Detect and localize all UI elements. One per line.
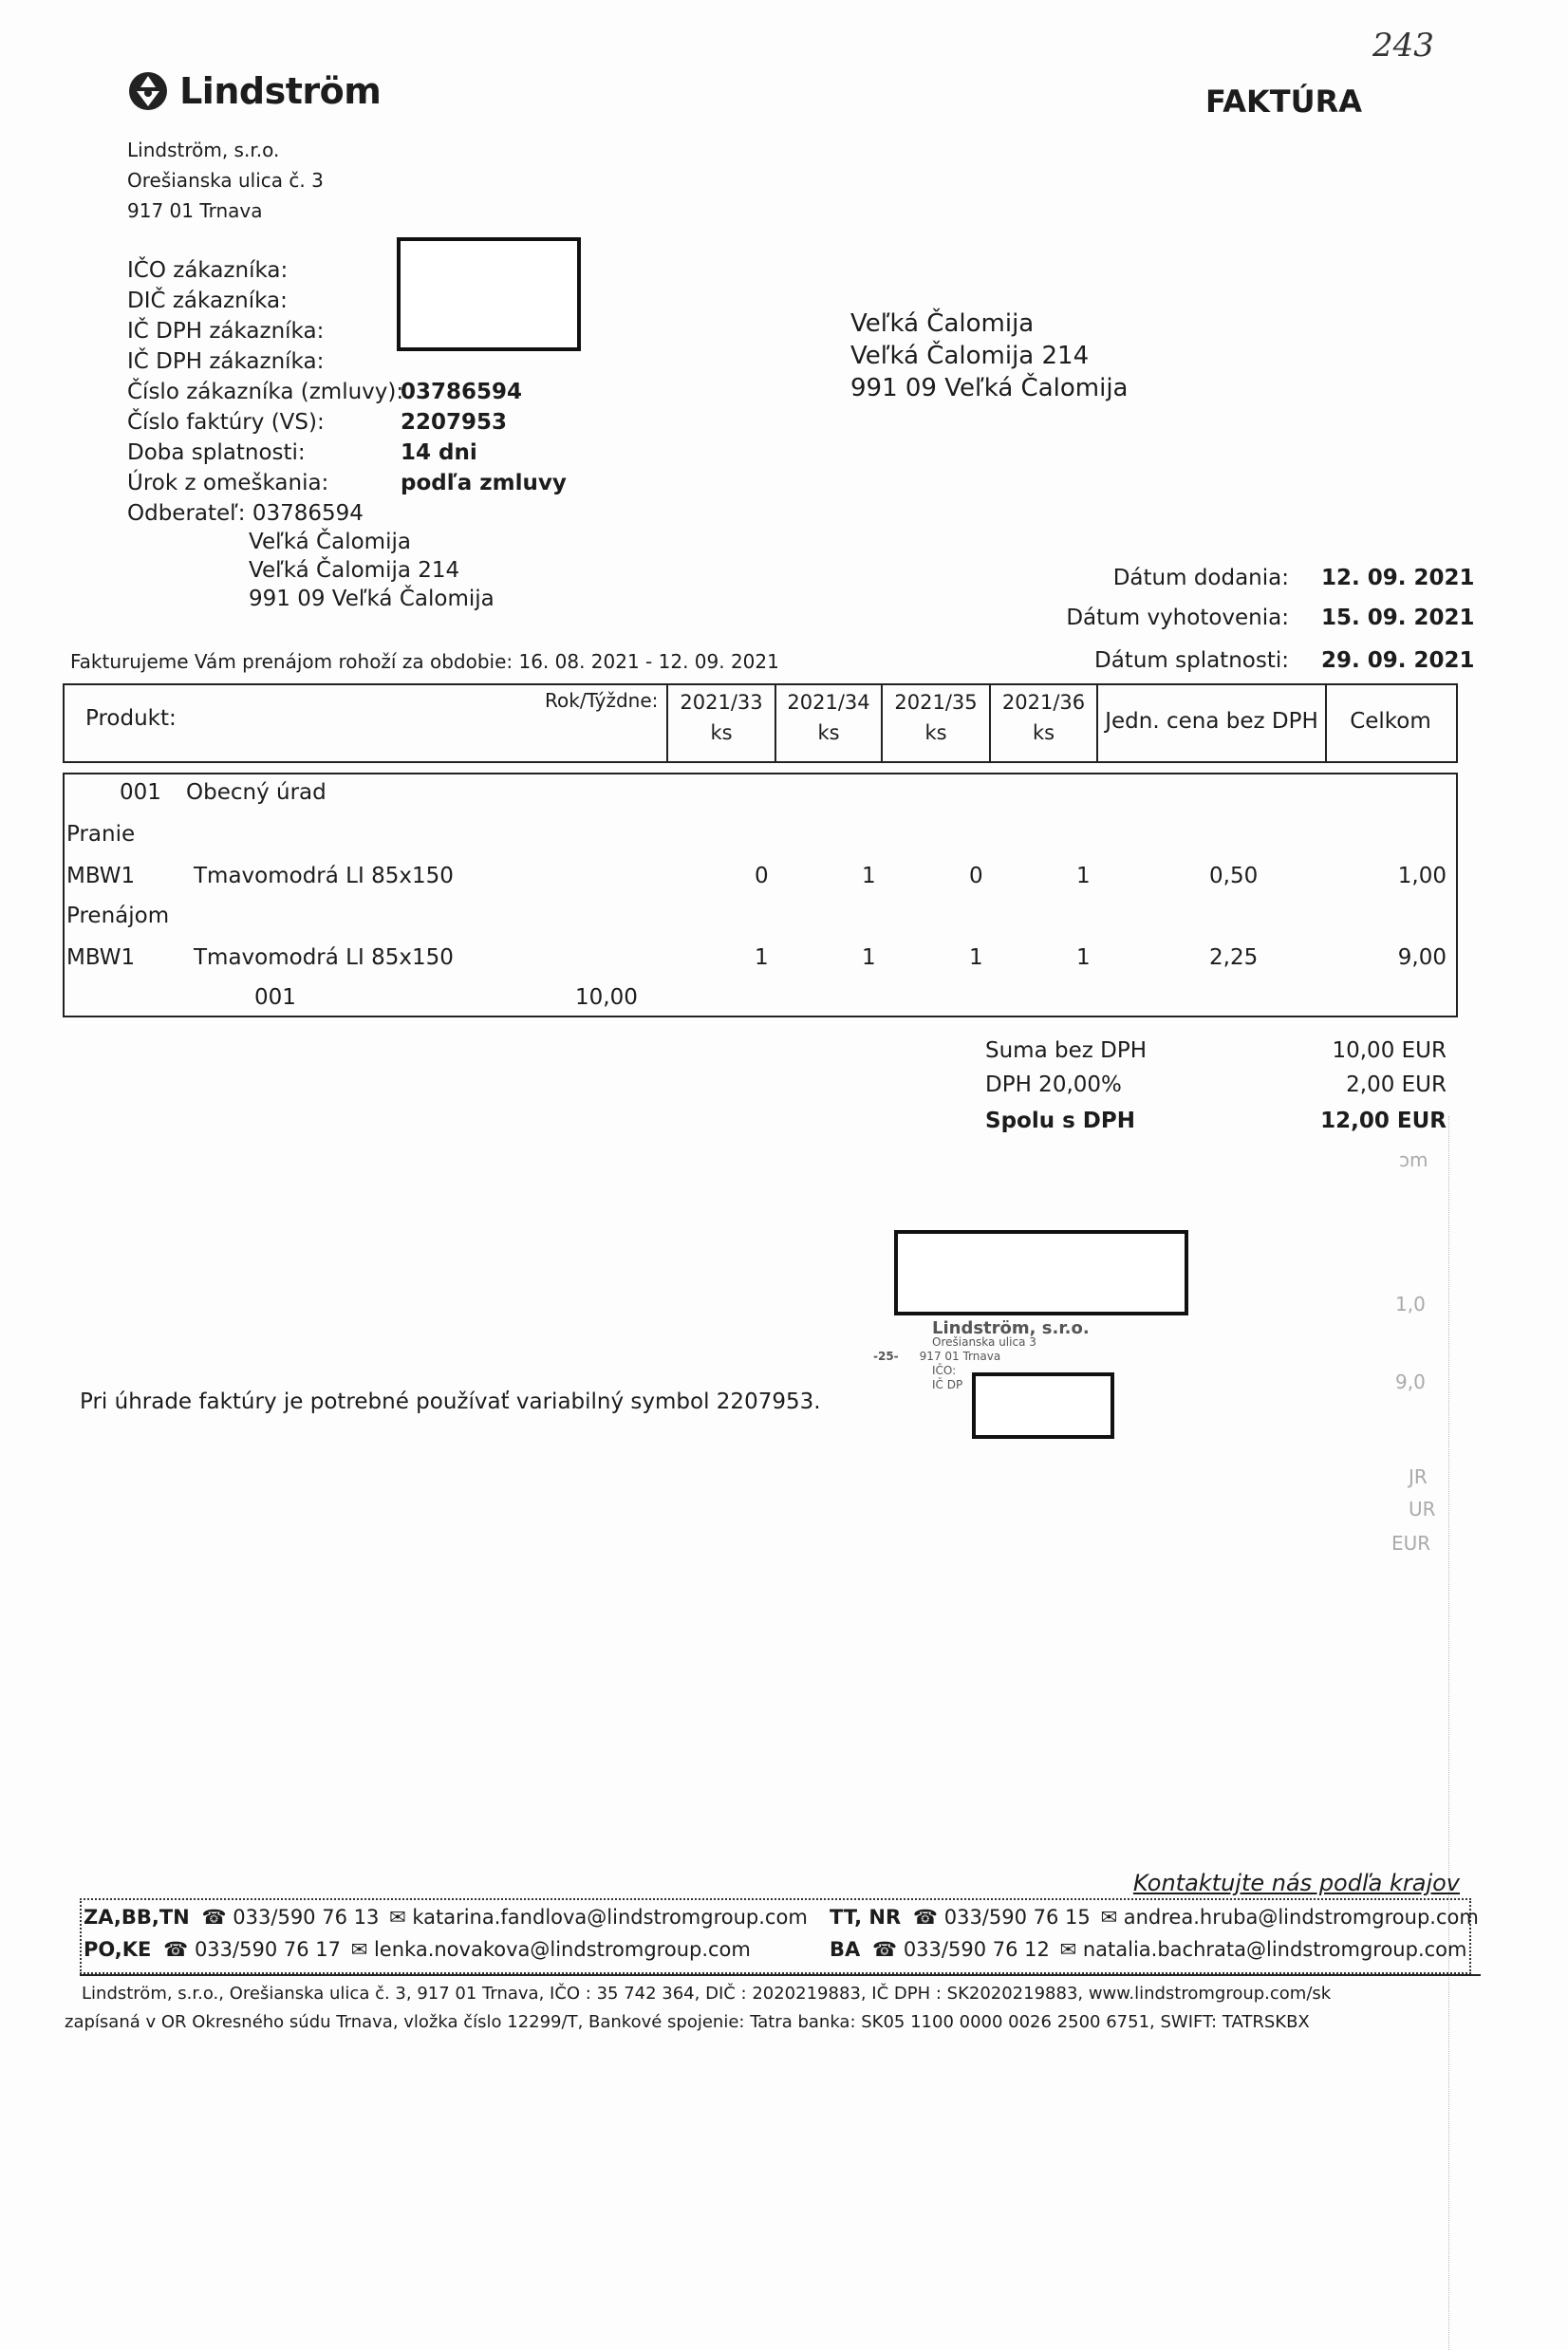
phone-icon: ☎: [201, 1906, 227, 1929]
group-code: 001: [120, 780, 161, 805]
header-unit-price: Jedn. cena bez DPH: [1105, 709, 1318, 734]
contact-region-za-bb-tn: ZA,BB,TN ☎ 033/590 76 13 ✉ katarina.fandlova@lindstromgroup.com: [84, 1906, 808, 1929]
phone-icon: ☎: [163, 1938, 189, 1961]
contact-phone: 033/590 76 17: [194, 1938, 341, 1961]
section-washing: Pranie: [66, 822, 136, 847]
redacted-stamp-id: [972, 1372, 1114, 1439]
row-qty-week-4: 1: [1076, 864, 1091, 888]
company-logo: [127, 70, 381, 112]
delivery-date: 12. 09. 2021: [1321, 566, 1475, 590]
subtotal-value: 10,00: [575, 985, 638, 1010]
row-qty-week-1: 1: [755, 945, 769, 970]
due-date: 29. 09. 2021: [1321, 648, 1475, 673]
sum-value: 10,00 EUR: [1332, 1038, 1447, 1063]
row-total: 9,00: [1397, 945, 1447, 970]
vat-value: 2,00 EUR: [1346, 1072, 1447, 1097]
contact-phone: 033/590 76 15: [943, 1906, 1091, 1929]
row-qty-week-2: 1: [862, 945, 876, 970]
buyer-city: 991 09 Veľká Čalomija: [249, 587, 495, 611]
supplier-street: Orešianska ulica č. 3: [127, 169, 324, 192]
row-code: MBW1: [66, 864, 136, 888]
customer-number: 03786594: [401, 380, 523, 404]
contact-email[interactable]: katarina.fandlova@lindstromgroup.com: [412, 1906, 808, 1929]
recipient-city: 991 09 Veľká Čalomija: [850, 374, 1129, 402]
ico-label: IČO zákazníka:: [127, 258, 289, 283]
contact-region-ba: BA ☎ 033/590 76 12 ✉ natalia.bachrata@lindstromgroup.com: [830, 1938, 1467, 1961]
vat-label: DPH 20,00%: [985, 1072, 1122, 1097]
contact-region-po-ke: PO,KE ☎ 033/590 76 17 ✉ lenka.novakova@lindstromgroup.com: [84, 1938, 751, 1961]
envelope-icon: ✉: [1059, 1938, 1077, 1961]
row-qty-week-3: 0: [969, 864, 983, 888]
contact-email[interactable]: lenka.novakova@lindstromgroup.com: [373, 1938, 751, 1961]
contact-heading: Kontaktujte nás podľa krajov: [1132, 1870, 1460, 1896]
contact-region-tt-nr: TT, NR ☎ 033/590 76 15 ✉ andrea.hruba@lindstromgroup.com: [830, 1906, 1479, 1929]
buyer-label: Odberateľ: 03786594: [127, 501, 364, 526]
phone-icon: ☎: [912, 1906, 939, 1929]
interest-value: podľa zmluvy: [401, 471, 567, 495]
due-period: 14 dni: [401, 440, 477, 465]
issue-date-label: Dátum vyhotovenia:: [1066, 606, 1289, 630]
row-product-name: Tmavomodrá LI 85x150: [194, 945, 454, 970]
header-total: Celkom: [1350, 709, 1431, 734]
header-week-4: 2021/36 ks: [1001, 691, 1086, 744]
due-period-label: Doba splatnosti:: [127, 440, 306, 465]
row-code: MBW1: [66, 945, 136, 970]
envelope-icon: ✉: [1100, 1906, 1118, 1929]
subtotal-code: 001: [254, 985, 296, 1010]
row-unit-price: 0,50: [1209, 864, 1259, 888]
contact-phone: 033/590 76 13: [233, 1906, 380, 1929]
contact-email[interactable]: andrea.hruba@lindstromgroup.com: [1123, 1906, 1479, 1929]
customer-number-label: Číslo zákazníka (zmluvy):: [127, 380, 404, 404]
row-product-name: Tmavomodrá LI 85x150: [194, 864, 454, 888]
row-qty-week-2: 1: [862, 864, 876, 888]
supplier-city: 917 01 Trnava: [127, 199, 263, 222]
footer-divider: [80, 1974, 1481, 1976]
group-name: Obecný úrad: [186, 780, 327, 805]
header-week-3: 2021/35 ks: [894, 691, 978, 744]
issue-date: 15. 09. 2021: [1321, 606, 1475, 630]
section-rental: Prenájom: [66, 904, 170, 928]
row-qty-week-1: 0: [755, 864, 769, 888]
redacted-signature: [894, 1230, 1188, 1315]
supplier-name: Lindström, s.r.o.: [127, 139, 280, 161]
invoice-number: 2207953: [401, 410, 508, 435]
row-qty-week-4: 1: [1076, 945, 1091, 970]
due-date-label: Dátum splatnosti:: [1094, 648, 1289, 673]
payment-note: Pri úhrade faktúry je potrebné používať variabilný symbol 2207953.: [80, 1389, 821, 1414]
envelope-icon: ✉: [389, 1906, 406, 1929]
header-week-1: 2021/33 ks: [680, 691, 763, 744]
billing-period: Fakturujeme Vám prenájom rohoží za obdobie: 16. 08. 2021 - 12. 09. 2021: [70, 650, 779, 673]
logo-wordmark: Lindström: [179, 70, 382, 112]
contact-phone: 033/590 76 12: [903, 1938, 1050, 1961]
row-total: 1,00: [1397, 864, 1447, 888]
header-week-2: 2021/34 ks: [787, 691, 870, 744]
company-stamp: Lindström, s.r.o. Orešianska ulica 3 -25- 917 01 Trnava IČO: IČ DP: [873, 1318, 1090, 1391]
header-product: Produkt:: [85, 706, 177, 731]
table-body: [63, 773, 1458, 1017]
redacted-customer-ids: [397, 237, 581, 351]
handwritten-page-number: 243: [1372, 27, 1434, 65]
interest-label: Úrok z omeškania:: [127, 471, 329, 495]
invoice-number-label: Číslo faktúry (VS):: [127, 410, 325, 435]
row-qty-week-3: 1: [969, 945, 983, 970]
sum-label: Suma bez DPH: [985, 1038, 1147, 1063]
recipient-street: Veľká Čalomija 214: [850, 342, 1090, 370]
document-title: FAKTÚRA: [1205, 84, 1362, 120]
contact-email[interactable]: natalia.bachrata@lindstromgroup.com: [1082, 1938, 1467, 1961]
delivery-date-label: Dátum dodania:: [1112, 566, 1289, 590]
row-unit-price: 2,25: [1209, 945, 1259, 970]
buyer-name: Veľká Čalomija: [249, 530, 411, 554]
buyer-street: Veľká Čalomija 214: [249, 558, 460, 583]
icdph-label: IČ DPH zákazníka:: [127, 319, 325, 344]
recipient-name: Veľká Čalomija: [850, 309, 1035, 338]
grand-total-value: 12,00 EUR: [1320, 1109, 1447, 1133]
dic-label: DIČ zákazníka:: [127, 289, 288, 313]
envelope-icon: ✉: [350, 1938, 368, 1961]
lindstrom-logo-icon: [127, 70, 169, 112]
header-year-week: Rok/Týždne:: [545, 689, 659, 712]
icdph-label-2: IČ DPH zákazníka:: [127, 349, 325, 374]
footer-registration-info: zapísaná v OR Okresného súdu Trnava, vložka číslo 12299/T, Bankové spojenie: Tatra banka: SK05 1100 0000 0026 2500 6751, SWIFT: TATRSKBX: [65, 2012, 1310, 2032]
footer-company-info: Lindström, s.r.o., Orešianska ulica č. 3, 917 01 Trnava, IČO : 35 742 364, DIČ : 2020219883, IČ DPH : SK2020219883, www.lindstromgroup.com/sk: [82, 1984, 1332, 2004]
phone-icon: ☎: [871, 1938, 898, 1961]
grand-total-label: Spolu s DPH: [985, 1109, 1135, 1133]
